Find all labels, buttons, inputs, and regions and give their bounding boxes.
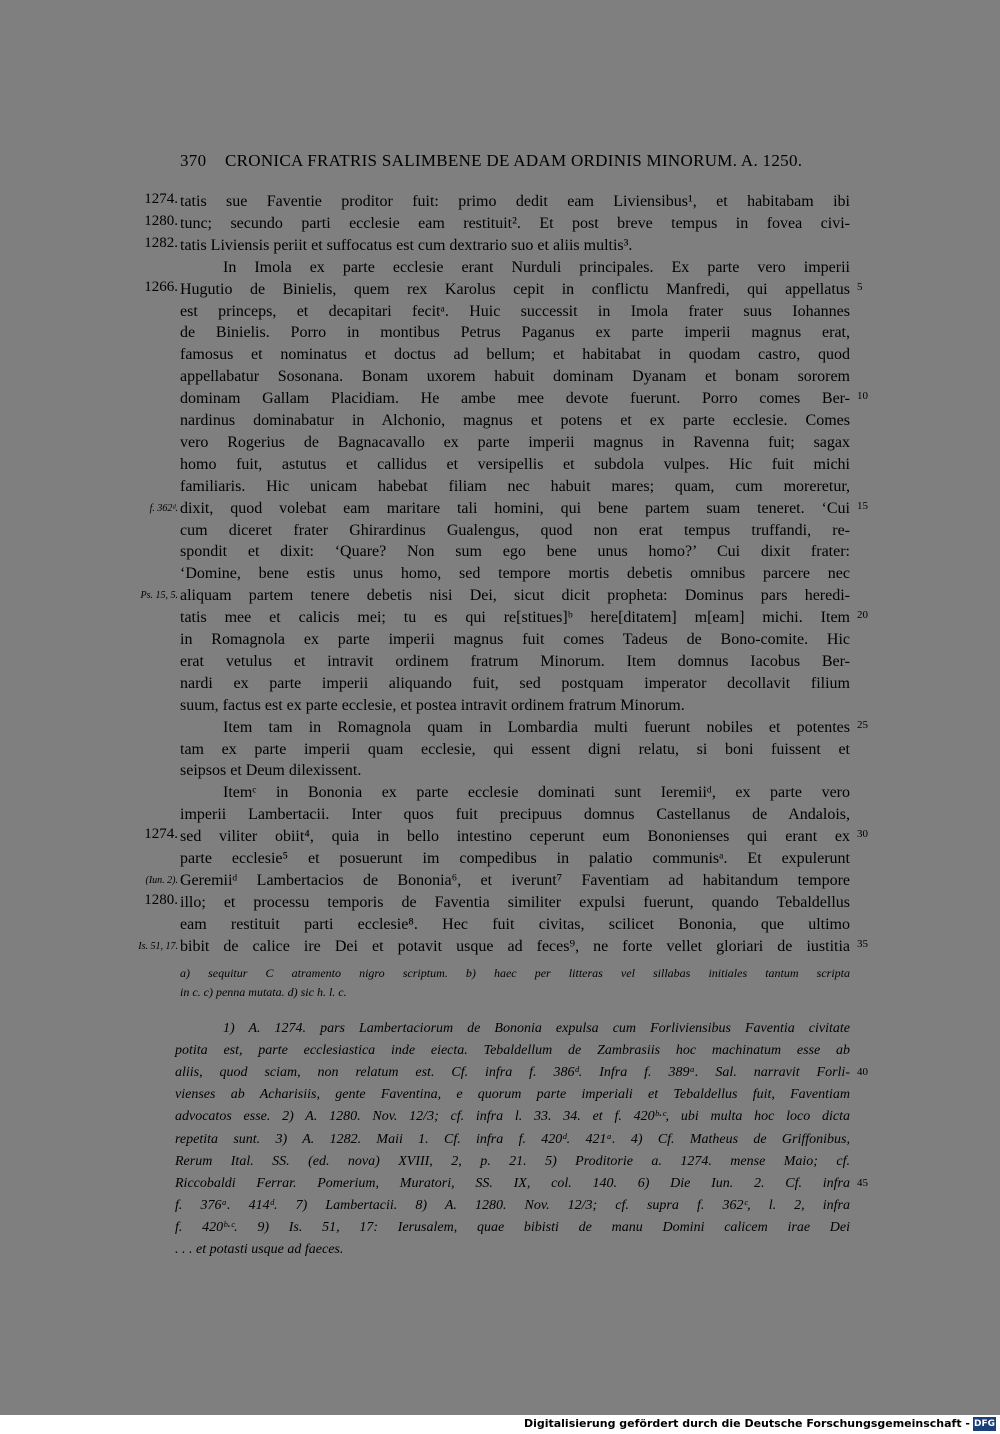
line-text: tunc; secundo parti ecclesie eam restituit². Et post breve tempus in fovea civi-	[180, 214, 850, 232]
footnote-line: repetita sunt. 3) A. 1282. Maii 1. Cf. infra f. 420ᵈ. 421ᵃ. 4) Cf. Matheus de Griffonibus,	[175, 1131, 850, 1147]
line-number: 10	[857, 390, 868, 403]
running-title: CRONICA FRATRIS SALIMBENE DE ADAM ORDINIS MINORUM. A. 1250.	[224, 151, 803, 170]
footnote-line: Riccobaldi Ferrar. Pomerium, Muratori, SS. IX, col. 140. 6) Die Iun. 2. Cf. infra	[175, 1175, 850, 1191]
text-line	[0, 804, 1000, 826]
text-line	[0, 563, 1000, 585]
text-line	[0, 191, 1000, 213]
line-text: dominam Gallam Placidiam. He ambe mee devote fuerunt. Porro comes Ber-	[180, 390, 850, 408]
text-line	[0, 914, 1000, 936]
line-number: 45	[857, 1176, 868, 1189]
page-number: 370	[180, 151, 207, 170]
line-text: illo; et processu temporis de Faventia similiter expulsi fuerunt, quando Tebaldellus	[180, 893, 850, 911]
line-text: parte ecclesie⁵ et posuerunt im compedibus in palatio communisᵃ. Et expulerunt	[180, 850, 850, 867]
text-line	[0, 826, 1000, 848]
text-line	[0, 717, 1000, 739]
critical-note-line: in c. c) penna mutata. d) sic h. l. c.	[180, 985, 347, 999]
line-text: imperii Lambertacii. Inter quos fuit precipuus domnus Castellanus de Andalois,	[180, 806, 850, 824]
line-text: famosus et nominatus et doctus ad bellum; et habitabat in quodam castro, quod	[180, 346, 850, 364]
running-header	[180, 151, 802, 171]
margin-date: f. 362ᵈ.	[149, 502, 178, 514]
text-line	[0, 695, 1000, 717]
line-text: ‘Domine, bene estis unus homo, sed tempore mortis debetis omnibus parcere nec	[180, 565, 850, 583]
critical-apparatus	[180, 964, 850, 1002]
line-number: 35	[857, 937, 868, 950]
line-text: de Binielis. Porro in montibus Petrus Paganus ex parte imperii magnus erat,	[180, 324, 850, 342]
line-text: eam restituit parti ecclesie⁸. Hec fuit civitas, scilicet Bononia, que ultimo	[180, 915, 850, 933]
text-line	[0, 782, 1000, 804]
line-text: homo fuit, astutus et callidus et versipellis et subdola vulpes. Hic fuit michi	[180, 455, 850, 473]
footnote-line: Rerum Ital. SS. (ed. nova) XVIII, 2, p. 21. 5) Proditorie a. 1274. mense Maio; cf.	[175, 1153, 850, 1169]
footnote-line: potita est, parte ecclesiastica inde eiecta. Tebaldellum de Zambrasiis hoc machinatum esse ab	[175, 1043, 850, 1059]
critical-note-line: a) sequitur C atramento nigro scriptum. b) haec per litteras vel sillabas initiales tantum scripta	[180, 966, 850, 980]
line-number: 20	[857, 609, 868, 622]
text-line	[0, 651, 1000, 673]
footnote-line: . . . et potasti usque ad faeces.	[175, 1242, 344, 1257]
text-line	[0, 629, 1000, 651]
text-line	[0, 322, 1000, 344]
margin-date: Is. 51, 17.	[138, 940, 178, 952]
line-text: nardi ex parte imperii aliquando fuit, sed postquam imperator decollavit filium	[180, 674, 850, 692]
footnote-line: aliis, quod sciam, non relatum est. Cf. infra f. 386ᵈ. Infra f. 389ᵃ. Sal. narravit Forli-	[175, 1065, 850, 1081]
text-line	[0, 760, 1000, 782]
line-text: in Romagnola ex parte imperii magnus fuit comes Tadeus de Bono-comite. Hic	[180, 631, 850, 648]
footnote-line: advocatos esse. 2) A. 1280. Nov. 12/3; cf. infra l. 33. 34. et f. 420ᵇ·ᶜ, ubi multa hoc loco dicta	[175, 1109, 850, 1125]
line-number: 30	[857, 828, 868, 841]
text-line	[0, 585, 1000, 607]
footnote-line: 1) A. 1274. pars Lambertaciorum de Bononia expulsa cum Forliviensibus Faventia civitate	[223, 1021, 850, 1036]
line-text: Hugutio de Binielis, quem rex Karolus cepit in conflictu Manfredi, qui appellatus	[180, 280, 850, 298]
line-text: In Imola ex parte ecclesie erant Nurduli principales. Ex parte vero imperii	[223, 258, 850, 276]
text-line	[0, 301, 1000, 323]
line-number: 40	[857, 1066, 868, 1079]
text-line	[0, 520, 1000, 542]
line-text: tam ex parte imperii quam ecclesie, qui essent digni relatu, si boni fuissent et	[180, 740, 850, 758]
line-text: familiaris. Hic unicam habebat filiam nec habuit mares; quam, cum moreretur,	[180, 477, 850, 495]
line-text: tatis Liviensis periit et suffocatus est cum dextrario suo et aliis multis³.	[180, 236, 633, 254]
text-line	[0, 454, 1000, 476]
text-line	[0, 739, 1000, 761]
line-text: tatis mee et calicis mei; tu es qui re[stitues]ᵇ here[ditatem] m[eam] michi. Item	[180, 609, 850, 627]
margin-date: 1274.	[144, 826, 178, 843]
text-line	[0, 498, 1000, 520]
line-text: appellabatur Sosonana. Bonam uxorem habuit dominam Dyanam et bonam sororem	[180, 368, 850, 386]
text-line	[0, 410, 1000, 432]
margin-date: 1274.	[144, 191, 178, 207]
line-text: Item tam in Romagnola quam in Lombardia multi fuerunt nobiles et potentes	[223, 718, 850, 736]
line-text: est princeps, et decapitari fecitᵃ. Huic successit in Imola frater suus Iohannes	[180, 302, 850, 320]
line-text: suum, factus est ex parte ecclesie, et postea intravit ordinem fratrum Minorum.	[180, 696, 685, 714]
text-line	[0, 257, 1000, 279]
text-line	[0, 388, 1000, 410]
text-line	[0, 235, 1000, 257]
line-text: cum diceret frater Ghirardinus Gualengus, quod non erat tempus truffandi, re-	[180, 521, 850, 539]
margin-date: 1280.	[144, 212, 178, 229]
dfg-logo: DFG	[973, 1419, 995, 1429]
footnote-line: vienses ab Acharisiis, gente Faventina, e quorum parte imperiali et Tebaldellus fuit, Faventiam	[175, 1087, 850, 1103]
line-text: spondit et dixit: ‘Quare? Non sum ego bene unus homo?’ Cui dixit frater:	[180, 543, 850, 561]
line-number: 5	[857, 280, 863, 293]
text-line	[0, 476, 1000, 498]
text-line	[0, 344, 1000, 366]
line-text: dixit, quod volebat eam maritare tali homini, qui bene partem suam teneret. ‘Cui	[180, 499, 850, 517]
line-text: tatis sue Faventie proditor fuit: primo dedit eam Liviensibus¹, et habitabam ibi	[180, 193, 850, 210]
line-text: vero Rogerius de Bagnacavallo ex parte imperii magnus in Ravenna fuit; sagax	[180, 433, 850, 451]
line-text: Geremiiᵈ Lambertacios de Bononia⁶, et iverunt⁷ Faventiam ad habitandum tempore	[180, 871, 850, 889]
text-line	[0, 673, 1000, 695]
margin-date: 1280.	[144, 891, 178, 908]
footnote-line: f. 420ᵇ·ᶜ. 9) Is. 51, 17: Ierusalem, quae bibisti de manu Domini calicem irae Dei	[175, 1219, 850, 1235]
line-text: sed viliter obiit⁴, quia in bello intestino ceperunt eum Bononienses qui erant ex	[180, 828, 850, 846]
text-line	[0, 892, 1000, 914]
credit-text: Digitalisierung gefördert durch die Deutsche Forschungsgemeinschaft -	[523, 1417, 970, 1430]
text-line	[0, 279, 1000, 301]
text-line	[0, 870, 1000, 892]
line-text: aliquam partem tenere debetis nisi Dei, sicut dicit propheta: Dominus pars heredi-	[180, 587, 850, 605]
line-number: 15	[857, 499, 868, 512]
line-number: 25	[857, 718, 868, 731]
footnote-line: f. 376ᵃ. 414ᵈ. 7) Lambertacii. 8) A. 1280. Nov. 12/3; cf. supra f. 362ᶜ, l. 2, infra	[175, 1197, 850, 1213]
margin-date: 1266.	[144, 278, 178, 295]
line-text: erat vetulus et intravit ordinem fratrum Minorum. Item domnus Iacobus Ber-	[180, 652, 850, 670]
digitization-credit-bar	[0, 1415, 1000, 1434]
line-text: bibit de calice ire Dei et potavit usque ad feces⁹, ne forte vellet gloriari de iustitia	[180, 937, 850, 955]
text-line	[0, 432, 1000, 454]
text-line	[0, 848, 1000, 870]
line-text: Itemᶜ in Bononia ex parte ecclesie dominati sunt Ieremiiᵈ, ex parte vero	[223, 784, 850, 802]
margin-date: 1282.	[144, 234, 178, 251]
line-text: seipsos et Deum dilexissent.	[180, 762, 362, 780]
line-text: nardinus dominabatur in Alchonio, magnus et potens et ex parte ecclesie. Comes	[180, 412, 850, 429]
text-line	[0, 541, 1000, 563]
text-line	[0, 607, 1000, 629]
margin-date: (Iun. 2).	[145, 874, 178, 886]
text-line	[0, 366, 1000, 388]
text-line	[0, 936, 1000, 958]
margin-date: Ps. 15, 5.	[140, 590, 178, 602]
text-line	[0, 213, 1000, 235]
